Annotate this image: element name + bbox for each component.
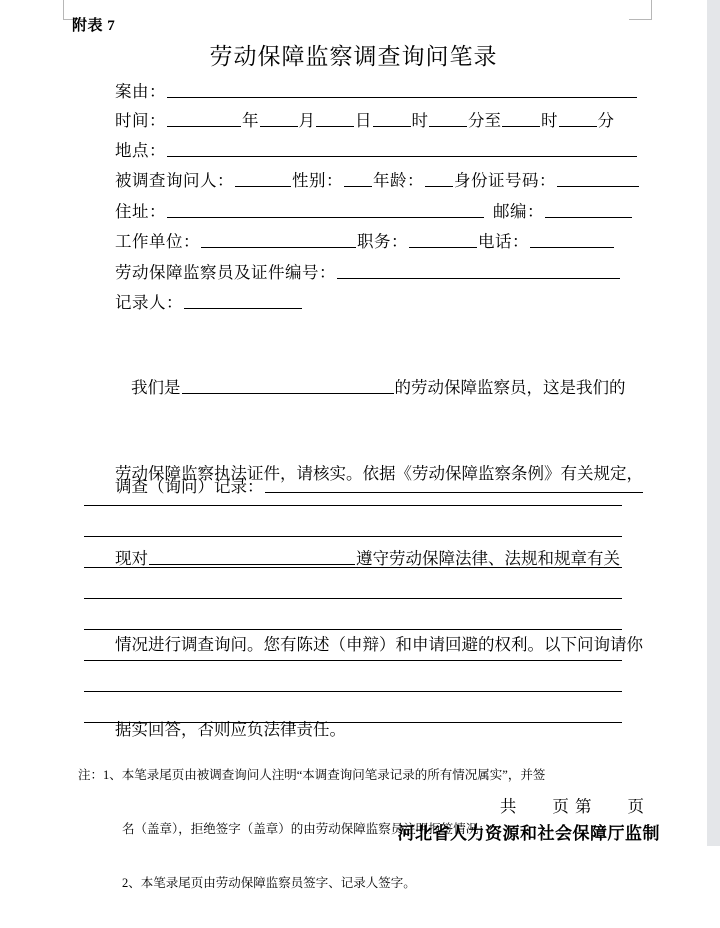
time-month-blank[interactable]	[260, 111, 298, 127]
postcode-label: 邮编：	[493, 202, 544, 221]
crop-mark-top-right	[629, 0, 652, 20]
work-unit-label: 工作单位：	[115, 232, 200, 251]
statement-line-3-part-a: 现对	[115, 549, 148, 568]
age-label: 年龄：	[373, 171, 424, 190]
inspector-label: 劳动保障监察员及证件编号：	[115, 263, 336, 282]
field-row-person	[115, 171, 640, 190]
time-month-unit: 月	[298, 111, 315, 130]
person-label: 被调查询问人：	[115, 171, 234, 190]
time-hour-unit: 时	[411, 111, 428, 130]
work-unit-blank[interactable]	[201, 232, 356, 248]
record-ruled-line[interactable]	[84, 536, 622, 537]
field-row-recorder	[115, 293, 303, 312]
time-end-minute-blank[interactable]	[559, 111, 597, 127]
statement-inspector-blank[interactable]	[182, 378, 394, 394]
statement-line-5: 据实回答，否则应负法律责任。	[115, 720, 346, 739]
record-ruled-line[interactable]	[84, 691, 622, 692]
address-blank[interactable]	[167, 202, 484, 218]
case-reason-label: 案由：	[115, 82, 166, 101]
gender-label: 性别：	[292, 171, 343, 190]
time-year-unit: 年	[242, 111, 259, 130]
statement-line-1-part-b: 的劳动保障监察员，这是我们的	[394, 378, 626, 397]
position-blank[interactable]	[409, 232, 477, 248]
time-hour-blank[interactable]	[373, 111, 411, 127]
recorder-blank[interactable]	[184, 293, 302, 309]
field-row-case-reason	[115, 82, 638, 101]
footnote-line-2: 名（盖章），拒绝签字（盖章）的由劳动保障监察员注明拒签情况；	[122, 822, 491, 836]
page-title: 劳动保障监察调查询问笔录	[209, 44, 498, 69]
gender-blank[interactable]	[344, 171, 372, 187]
statement-line-3	[115, 545, 623, 574]
place-label: 地点：	[115, 141, 166, 160]
time-end-minute-unit: 分	[597, 111, 614, 130]
statement-line-1	[115, 374, 626, 403]
field-row-work-unit	[115, 232, 615, 251]
record-ruled-line[interactable]	[84, 598, 622, 599]
record-ruled-line[interactable]	[84, 567, 622, 568]
position-label: 职务：	[357, 232, 408, 251]
record-section-label: 调查（询问）记录：	[115, 477, 264, 496]
place-blank[interactable]	[167, 141, 637, 157]
phone-label: 电话：	[478, 232, 529, 251]
footnote-separator	[84, 722, 622, 723]
record-ruled-line[interactable]	[84, 660, 622, 661]
person-name-blank[interactable]	[235, 171, 291, 187]
inspector-blank[interactable]	[337, 263, 620, 279]
id-number-blank[interactable]	[557, 171, 639, 187]
time-minute-unit: 分	[468, 111, 485, 130]
footnote-line-1: 注：1、本笔录尾页由被调查询问人注明“本调查询问笔录记录的所有情况属实”，并签	[78, 768, 546, 782]
statement-line-2: 劳动保障监察执法证件，请核实。依据《劳动保障监察条例》有关规定，	[115, 463, 643, 483]
field-row-time	[115, 111, 614, 130]
record-ruled-line[interactable]	[84, 629, 622, 630]
attachment-label: 附表 7	[72, 18, 116, 34]
time-year-blank[interactable]	[167, 111, 241, 127]
time-minute-blank[interactable]	[429, 111, 467, 127]
statement-paragraph	[115, 317, 643, 802]
time-day-blank[interactable]	[316, 111, 354, 127]
address-label: 住址：	[115, 202, 166, 221]
right-page-gutter	[707, 0, 720, 846]
footnote-line-3: 2、本笔录尾页由劳动保障监察员签字、记录人签字。	[122, 876, 416, 890]
recorder-label: 记录人：	[115, 293, 183, 312]
issuer-line: 河北省人力资源和社会保障厅监制	[397, 824, 660, 843]
age-blank[interactable]	[425, 171, 453, 187]
phone-blank[interactable]	[530, 232, 614, 248]
time-end-hour-blank[interactable]	[502, 111, 540, 127]
statement-line-4: 情况进行调查询问。您有陈述（申辩）和申请回避的权利。以下问询请你	[115, 634, 643, 654]
id-number-label: 身份证号码：	[454, 171, 556, 190]
time-end-hour-unit: 时	[541, 111, 558, 130]
time-to-label: 至	[484, 111, 501, 130]
time-day-unit: 日	[355, 111, 372, 130]
postcode-blank[interactable]	[545, 202, 632, 218]
record-ruled-line[interactable]	[84, 505, 622, 506]
time-label: 时间：	[115, 111, 166, 130]
statement-line-3-part-b: 遵守劳动保障法律、法规和规章有关	[356, 549, 620, 568]
case-reason-blank[interactable]	[167, 82, 637, 98]
field-row-place	[115, 141, 638, 160]
statement-subject-blank[interactable]	[149, 549, 355, 565]
statement-line-1-part-a: 我们是	[131, 378, 181, 397]
field-row-inspector	[115, 263, 621, 282]
page-counter: 共 页 第 页	[499, 797, 645, 816]
record-section-label-row	[115, 473, 644, 497]
record-first-blank[interactable]	[265, 477, 643, 493]
field-row-address	[115, 202, 633, 221]
